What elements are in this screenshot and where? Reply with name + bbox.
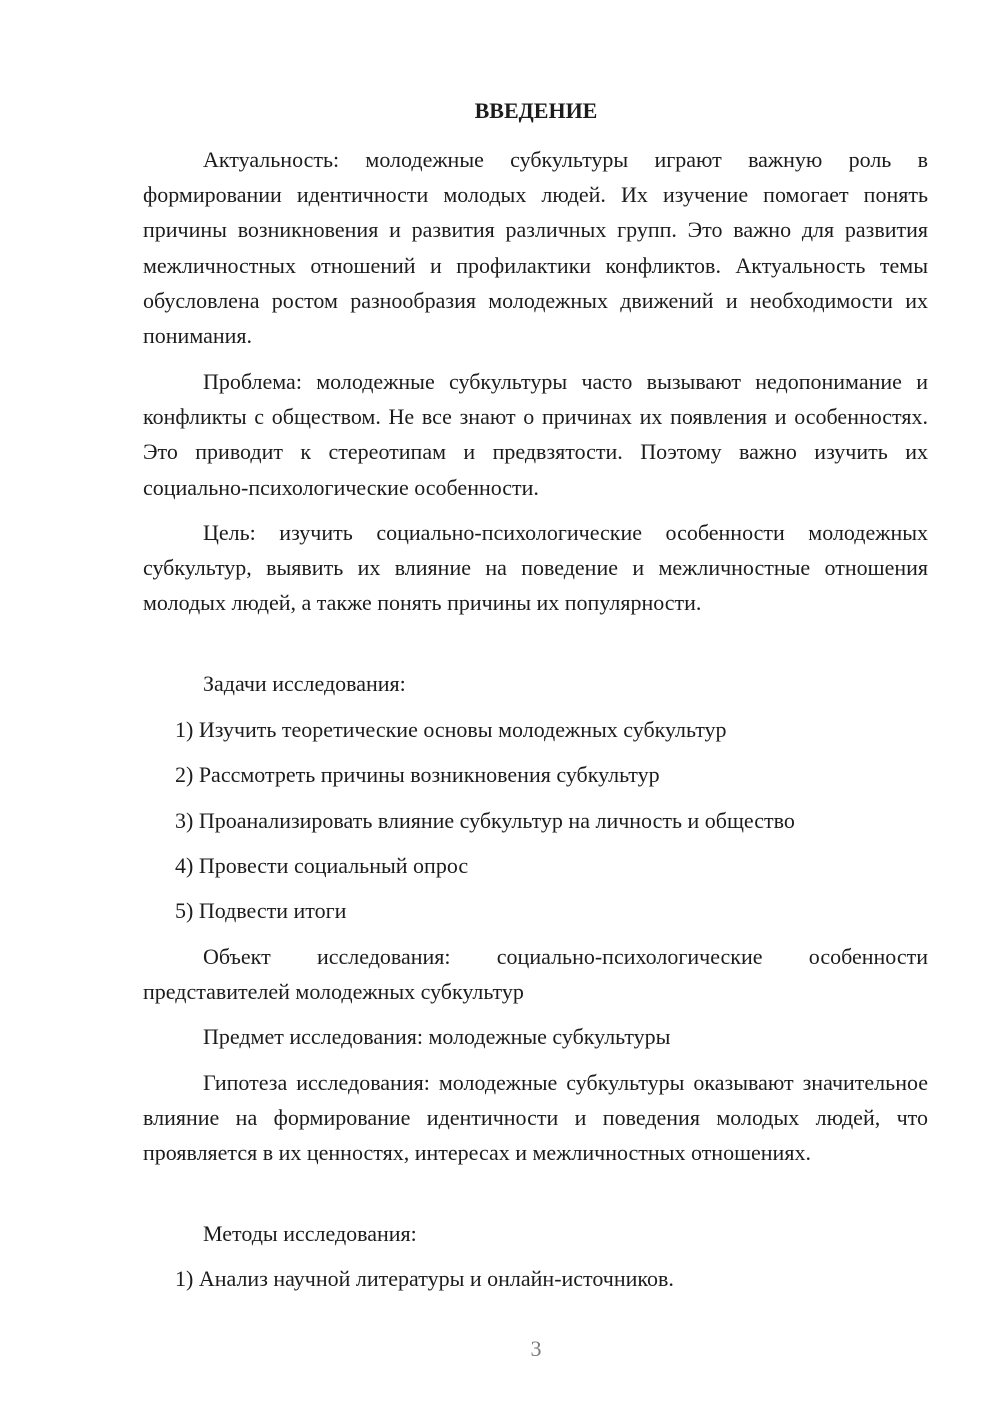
problem-paragraph: Проблема: молодежные субкультуры часто вызывают недопонимание и конфликты с обществом. Не все знают о причинах их появления и особенностях. Это приводит к стереотипам и предвзятости. Поэтому важно изучить их социально-психологические особенности. bbox=[143, 369, 928, 500]
task-item: 2) Рассмотреть причины возникновения субкультур bbox=[175, 762, 660, 787]
task-item: 1) Изучить теоретические основы молодежных субкультур bbox=[175, 717, 727, 742]
method-item: 1) Анализ научной литературы и онлайн-источников. bbox=[175, 1266, 674, 1291]
task-item: 5) Подвести итоги bbox=[175, 898, 347, 923]
task-item: 3) Проанализировать влияние субкультур на личность и общество bbox=[175, 808, 795, 833]
page-title: ВВЕДЕНИЕ bbox=[474, 98, 598, 123]
object-paragraph: Объект исследования: социально-психологические особенности представителей молодежных субкультур bbox=[143, 944, 928, 1005]
goal-paragraph: Цель: изучить социально-психологические особенности молодежных субкультур, выявить их влияние на поведение и межличностные отношения молодых людей, а также понять причины их популярности. bbox=[143, 520, 928, 616]
tasks-heading: Задачи исследования: bbox=[203, 671, 406, 696]
methods-heading: Методы исследования: bbox=[203, 1221, 417, 1246]
page-number: 3 bbox=[530, 1336, 542, 1361]
relevance-paragraph: Актуальность: молодежные субкультуры играют важную роль в формировании идентичности молодых людей. Их изучение помогает понять причины возникновения и развития различных групп. Это важно для развития межличностных отношений и профилактики конфликтов. Актуальность темы обусловлена ростом разнообразия молодежных движений и необходимости их понимания. bbox=[143, 147, 928, 349]
subject-paragraph: Предмет исследования: молодежные субкультуры bbox=[203, 1024, 671, 1049]
task-item: 4) Провести социальный опрос bbox=[175, 853, 469, 878]
hypothesis-paragraph: Гипотеза исследования: молодежные субкультуры оказывают значительное влияние на формирование идентичности и поведения молодых людей, что проявляется в их ценностях, интересах и межличностных отношениях. bbox=[143, 1070, 928, 1166]
